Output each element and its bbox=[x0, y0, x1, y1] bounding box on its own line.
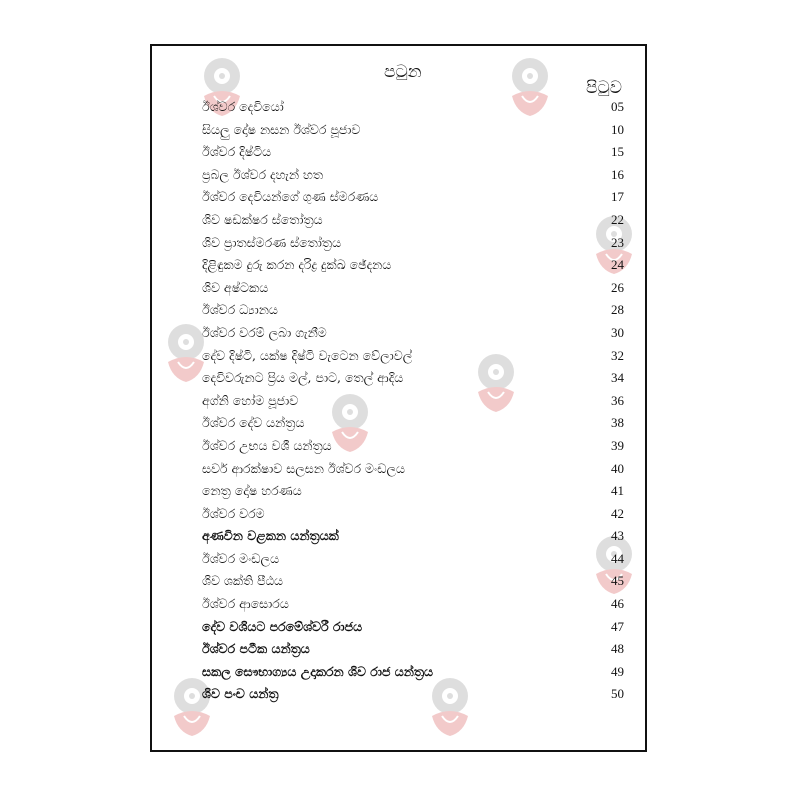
toc-entry-title: ඊශ්වර වරම bbox=[202, 505, 265, 521]
toc-entry bbox=[202, 164, 624, 187]
toc-entry-title: ශිව අෂ්ටකය bbox=[202, 279, 269, 295]
toc-entry-title: ප්‍රබල ඊශ්වර දහැන් හත bbox=[202, 166, 324, 182]
toc-entry-page-number: 41 bbox=[611, 483, 624, 499]
toc-entry-title: ශිව ෂඩක්ෂර ස්තෝත්‍රය bbox=[202, 211, 323, 227]
toc-entry-page-number: 43 bbox=[611, 528, 624, 544]
page-number-column-heading: පිටුව bbox=[586, 78, 622, 98]
toc-entry bbox=[202, 683, 624, 706]
toc-entry-page-number: 15 bbox=[611, 144, 624, 160]
toc-entry bbox=[202, 593, 624, 616]
toc-entry bbox=[202, 548, 624, 571]
toc-entry-page-number: 48 bbox=[611, 641, 624, 657]
toc-entry-page-number: 28 bbox=[611, 302, 624, 318]
toc-entry-page-number: 32 bbox=[611, 347, 624, 363]
toc-entry-page-number: 17 bbox=[611, 189, 624, 205]
toc-entry-title: ඊශ්වර පටීක යන්ත්‍රය bbox=[202, 641, 310, 657]
toc-entry-page-number: 34 bbox=[611, 370, 624, 386]
toc-entry bbox=[202, 345, 624, 368]
toc-entry-title: ඊශ්වර දෙවියන්ගේ ගුණ ස්මරණය bbox=[202, 189, 379, 205]
toc-entry-page-number: 44 bbox=[611, 550, 624, 566]
toc-entry-title: දේව දිෂ්ටි, යක්ෂ දිෂ්ටි වැටෙන වේලාවල් bbox=[202, 347, 413, 363]
toc-entry-title: සර්ව ආරක්ෂාව සලසන ඊශ්වර මංඩලය bbox=[202, 460, 405, 476]
toc-entry bbox=[202, 638, 624, 661]
toc-entry bbox=[202, 616, 624, 639]
toc-entry-page-number: 24 bbox=[611, 257, 624, 273]
toc-entry bbox=[202, 570, 624, 593]
toc-entry-title: ශිව පංච යන්ත්‍ර bbox=[202, 686, 279, 702]
toc-entry-page-number: 38 bbox=[611, 415, 624, 431]
toc-entry bbox=[202, 503, 624, 526]
toc-entry-title: අණවින වළකන යන්ත්‍රයක් bbox=[202, 528, 339, 544]
toc-entry-title: ඊශ්වර උභය වශී යන්ත්‍රය bbox=[202, 437, 332, 453]
toc-entry bbox=[202, 209, 624, 232]
page-title: පටුන bbox=[384, 62, 422, 82]
toc-entry-page-number: 46 bbox=[611, 596, 624, 612]
toc-entry bbox=[202, 367, 624, 390]
toc-entry bbox=[202, 435, 624, 458]
toc-entry-title: ඊශ්වර ධ්‍යානය bbox=[202, 302, 278, 318]
toc-entry-title: අග්නි හෝම පූජාව bbox=[202, 392, 299, 408]
toc-entry-page-number: 49 bbox=[611, 663, 624, 679]
toc-entry-page-number: 47 bbox=[611, 618, 624, 634]
toc-entry-title: ඊශ්වර දිෂ්ටිය bbox=[202, 144, 272, 160]
toc-entry-page-number: 30 bbox=[611, 324, 624, 340]
toc-entry-title: දෙවිවරුනට ප්‍රිය මල්, පාට, තෙල් ආදිය bbox=[202, 370, 404, 386]
toc-entry-page-number: 42 bbox=[611, 505, 624, 521]
toc-entry-title: දිළිඳුකම දුරු කරන දරිද්‍ර දුක්ඛ ඡේදනය bbox=[202, 257, 392, 273]
toc-entry bbox=[202, 661, 624, 684]
toc-entry-page-number: 50 bbox=[611, 686, 624, 702]
toc-entry-page-number: 26 bbox=[611, 279, 624, 295]
toc-entry-title: සියලු දෝෂ නසන ඊශ්වර පූජාව bbox=[202, 121, 361, 137]
toc-entry-title: නෙත්‍ර දෝෂ හරණය bbox=[202, 483, 302, 499]
toc-entry-title: ශිව ප්‍රාතස්මරණ ස්තෝත්‍රය bbox=[202, 234, 342, 250]
toc-entry-title: දේව වශියට පරමේශ්වරී රාජය bbox=[202, 618, 363, 634]
toc-entry-page-number: 10 bbox=[611, 121, 624, 137]
toc-entry bbox=[202, 119, 624, 142]
toc-entry-page-number: 45 bbox=[611, 573, 624, 589]
toc-entry-title: ඊශ්වර දේව යන්ත්‍රය bbox=[202, 415, 305, 431]
toc-entry-title: ඊශ්වර මංඩලය bbox=[202, 550, 280, 566]
toc-entry-page-number: 36 bbox=[611, 392, 624, 408]
toc-entry bbox=[202, 299, 624, 322]
toc-entry-page-number: 23 bbox=[611, 234, 624, 250]
toc-entry bbox=[202, 412, 624, 435]
toc-entry-title: ඊශ්වර දෙවියෝ bbox=[202, 99, 284, 114]
toc-entry bbox=[202, 277, 624, 300]
toc-entry bbox=[202, 96, 624, 119]
toc-entry bbox=[202, 458, 624, 481]
toc-entry-title: ඊශ්වර වරම් ලබා ගැනීම bbox=[202, 324, 327, 340]
toc-entry bbox=[202, 390, 624, 413]
toc-entry bbox=[202, 480, 624, 503]
toc-entry bbox=[202, 525, 624, 548]
toc-entry bbox=[202, 141, 624, 164]
toc-entry-title: ඊශ්වර ආසොරය bbox=[202, 596, 289, 612]
toc-entry bbox=[202, 186, 624, 209]
toc-entry-title: සකල සෞභාග්‍යය උදාකරන ශිව රාජ යන්ත්‍රය bbox=[202, 663, 434, 679]
toc-entry bbox=[202, 232, 624, 255]
toc-entry-page-number: 05 bbox=[611, 99, 624, 114]
toc-entry-page-number: 22 bbox=[611, 211, 624, 227]
toc-entry-page-number: 39 bbox=[611, 437, 624, 453]
toc-entry bbox=[202, 322, 624, 345]
toc-entry bbox=[202, 254, 624, 277]
toc-entry-title: ශිව ශක්ති පීඨය bbox=[202, 573, 284, 589]
toc-entry-page-number: 16 bbox=[611, 166, 624, 182]
toc-entry-page-number: 40 bbox=[611, 460, 624, 476]
table-of-contents bbox=[202, 96, 624, 706]
